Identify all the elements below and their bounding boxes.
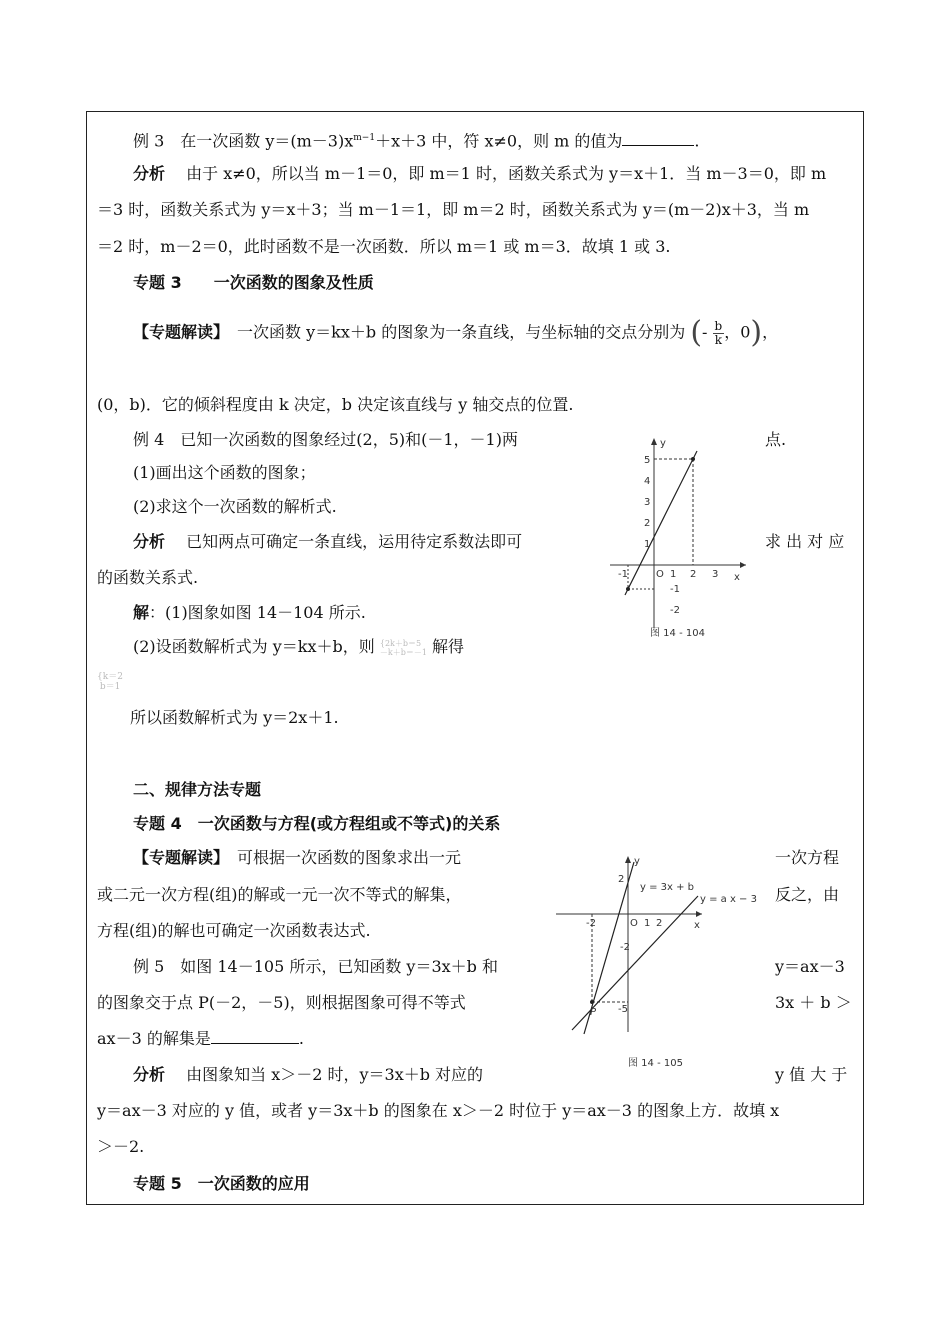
y-axis-arrow-icon <box>625 856 631 863</box>
example3-line1: 例 3 在一次函数 $y=(m-3)x^{m-1}+x+3$ 中，符 x≠0，则 m 的值为 . <box>133 131 700 151</box>
point-m1-m1 <box>626 587 630 591</box>
topic4-reading-3: 方程(组)的解也可确定一次函数表达式. <box>97 921 371 940</box>
x-axis-arrow-icon <box>696 911 702 917</box>
svg-text:2: 2 <box>618 874 625 885</box>
topic5-title: 专题 5 一次函数的应用 <box>133 1174 310 1193</box>
example4-question-1: (1)画出这个函数的图象； <box>133 463 316 482</box>
example4-solution-1: 解：(1)图象如图 14－104 所示. <box>133 603 366 622</box>
topic4-reading-1: 【专题解读】 可根据一次函数的图象求出一元 <box>133 848 462 867</box>
svg-text:x: x <box>694 920 700 931</box>
svg-text:5: 5 <box>644 455 651 466</box>
figure-14-105-caption: 图 14 - 105 <box>628 1058 683 1069</box>
topic3-reading-2: (0，b)．它的倾斜程度由 k 决定，b 决定该直线与 y 轴交点的位置. <box>97 395 574 414</box>
fraction-b-over-k: $\frac{b}{k}$ <box>714 318 723 347</box>
topic4-reading-2: 或二元一次方程(组)的解或一元一次不等式的解集， <box>97 885 462 904</box>
topic3-title: 专题 3 一次函数的图象及性质 <box>133 273 374 292</box>
example5-analysis-1: 分析 由图象知当 x＞－2 时，y＝3x＋b 对应的 <box>133 1065 484 1084</box>
topic3-reading-1: 【专题解读】 一次函数 y＝kx＋b 的图象为一条直线，与坐标轴的交点分别为 (- $\frac{b}{k}$ ，0)， <box>133 315 779 350</box>
topic4-title: 专题 4 一次函数与方程(或方程组或不等式)的关系 <box>133 814 501 833</box>
svg-text:2: 2 <box>644 518 651 529</box>
example4-solution-2: (2)设函数解析式为 y＝kx＋b，则 {2k＋b＝5 －k＋b＝－1 解得 <box>133 637 465 657</box>
svg-text:2: 2 <box>690 569 697 580</box>
figure-14-104 <box>606 432 750 642</box>
topic4-reading-1-right: 一次方程 <box>775 848 840 867</box>
example4-solution-3: 所以函数解析式为 y＝2x＋1. <box>130 708 339 727</box>
answer-blank-5 <box>211 1029 299 1044</box>
svg-text:1: 1 <box>644 539 651 550</box>
example5-analysis-3: ＞－2. <box>97 1137 145 1156</box>
svg-text:O: O <box>630 918 638 929</box>
example3-analysis-3: ＝2 时，m－2＝0，此时函数不是一次函数．所以 m＝1 或 m＝3．故填 1 或 3. <box>97 237 671 256</box>
example4-line1-right: 点. <box>765 430 787 449</box>
example5-line2-right: 3x ＋ b ＞ <box>775 993 852 1012</box>
example4-analysis-1-right: 求 出 对 应 <box>765 532 845 551</box>
topic4-reading-2-right: 反之，由 <box>775 885 840 904</box>
svg-text:-2: -2 <box>586 918 596 929</box>
svg-text:1: 1 <box>670 569 677 580</box>
example5-line1: 例 5 如图 14－105 所示，已知函数 y＝3x＋b 和 <box>133 957 498 976</box>
example4-analysis-2: 的函数关系式. <box>97 568 199 587</box>
point-2-5 <box>691 457 695 461</box>
example5-line3: ax－3 的解集是 . <box>97 1029 304 1048</box>
svg-text:-1: -1 <box>670 584 680 595</box>
figure-14-105 <box>552 852 766 1074</box>
svg-text:-2: -2 <box>670 605 680 616</box>
answer-blank-3 <box>622 131 694 146</box>
svg-text:3: 3 <box>644 497 651 508</box>
intersection-point-p <box>590 1000 594 1004</box>
example5-line1-right: y＝ax－3 <box>775 957 845 976</box>
example3-analysis-1: 分析 由于 x≠0，所以当 m－1＝0，即 m＝1 时，函数关系式为 y＝x＋1．当 m－3＝0，即 m <box>133 164 827 183</box>
svg-text:y = 3x + b: y = 3x + b <box>640 882 695 893</box>
example4-analysis-1: 分析 已知两点可确定一条直线，运用待定系数法即可 <box>133 532 523 551</box>
svg-text:4: 4 <box>644 476 651 487</box>
svg-text:x: x <box>734 572 740 583</box>
x-axis-arrow-icon <box>740 562 746 568</box>
example4-line1: 例 4 已知一次函数的图象经过(2，5)和(－1，－1)两 <box>133 430 518 449</box>
svg-text:y = a x − 3: y = a x − 3 <box>700 894 757 905</box>
equation-system-2: {k＝2 b＝1 <box>97 672 123 692</box>
svg-text:O: O <box>656 569 664 580</box>
equation-system-1: {2k＋b＝5 －k＋b＝－1 <box>379 638 427 657</box>
example5-analysis-2: y＝ax－3 对应的 y 值，或者 y＝3x＋b 的图象在 x＞－2 时位于 y＝ax－3 的图象上方．故填 x <box>97 1101 780 1120</box>
svg-text:-2: -2 <box>620 942 630 953</box>
example4-question-2: (2)求这个一次函数的解析式. <box>133 497 337 516</box>
svg-text:-5: -5 <box>618 1004 628 1015</box>
svg-text:3: 3 <box>712 569 719 580</box>
figure-14-104-caption: 图 14 - 104 <box>650 628 705 639</box>
svg-text:P: P <box>590 1007 597 1018</box>
svg-text:2: 2 <box>656 918 663 929</box>
svg-text:y: y <box>634 856 640 867</box>
svg-text:y: y <box>660 438 666 449</box>
y-axis-arrow-icon <box>651 438 657 445</box>
example3-analysis-2: ＝3 时，函数关系式为 y＝x＋3；当 m－1＝1，即 m＝2 时，函数关系式为 y＝(m－2)x＋3，当 m <box>97 200 810 219</box>
svg-text:1: 1 <box>644 918 651 929</box>
svg-text:-1: -1 <box>618 569 628 580</box>
example5-analysis-1-right: y 值 大 于 <box>775 1065 848 1084</box>
example5-line2: 的图象交于点 P(－2，－5)，则根据图象可得不等式 <box>97 993 466 1012</box>
section2-title: 二、规律方法专题 <box>133 780 262 799</box>
